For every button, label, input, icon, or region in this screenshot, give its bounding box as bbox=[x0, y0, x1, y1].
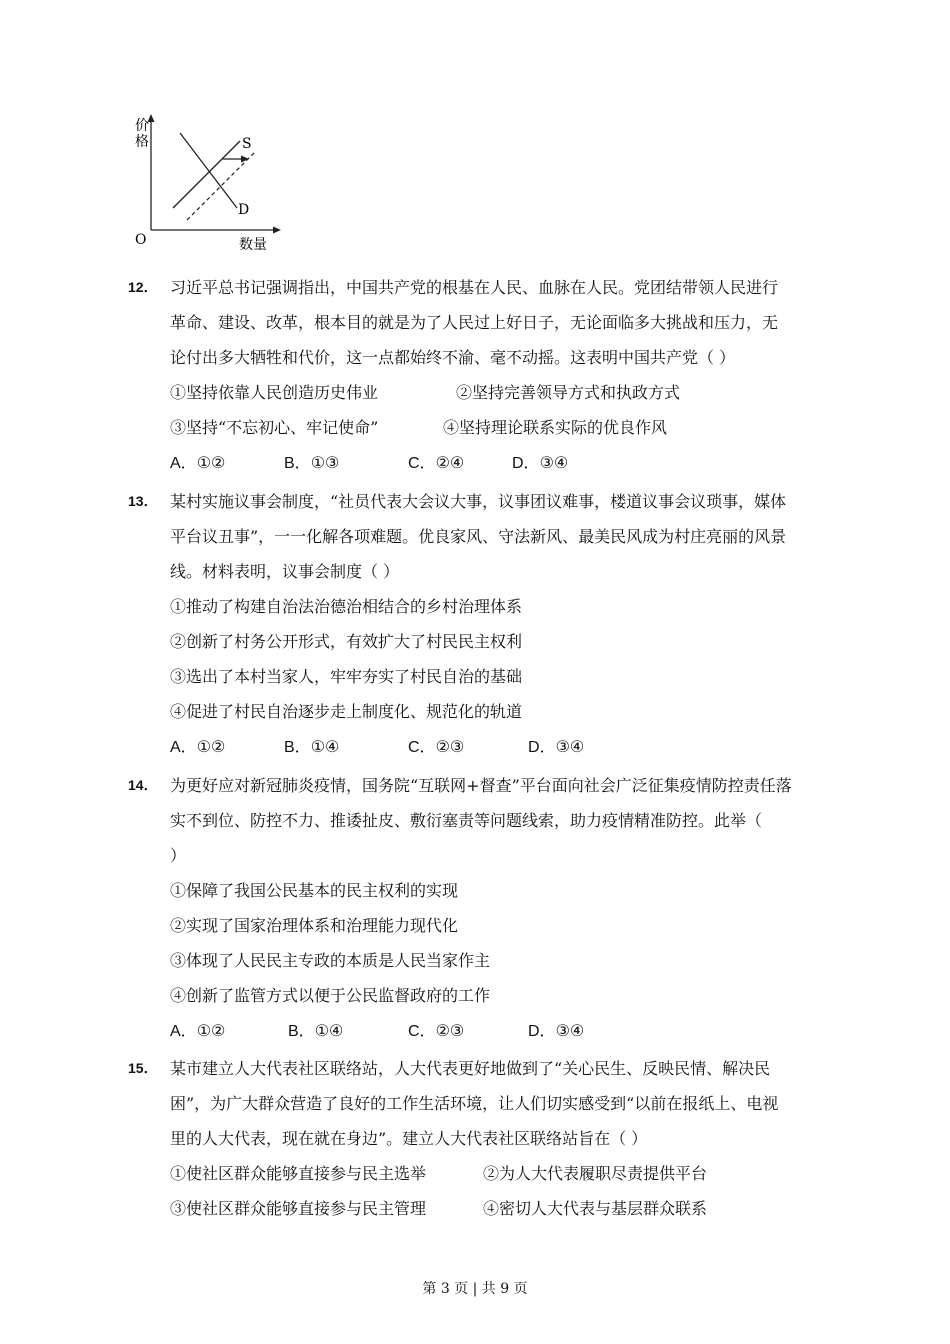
choice-c[interactable]: C．②③ bbox=[408, 1021, 465, 1040]
stem-line: 革命、建设、改革，根本目的就是为了人民过上好日子，无论面临多大挑战和压力，无 bbox=[170, 313, 779, 332]
shift-arrow-head bbox=[241, 156, 249, 163]
question-number: 14． bbox=[128, 777, 158, 793]
choice-b[interactable]: B．①④ bbox=[284, 737, 340, 756]
option-3: ③体现了人民民主专政的本质是人民当家作主 bbox=[170, 951, 491, 970]
stem-line: 困”，为广大群众营造了良好的工作生活环境，让人们切实感受到“以前在报纸上、电视 bbox=[170, 1094, 779, 1113]
supply-label: S bbox=[242, 136, 252, 152]
question-14 bbox=[128, 768, 830, 1048]
y-label-1: 价 bbox=[135, 118, 149, 134]
choice-c[interactable]: C．②④ bbox=[408, 453, 465, 472]
option-1: ①保障了我国公民基本的民主权利的实现 bbox=[170, 881, 459, 900]
option-4: ④密切人大代表与基层群众联系 bbox=[483, 1199, 708, 1218]
stem-line: 为更好应对新冠肺炎疫情，国务院“互联网+督查”平台面向社会广泛征集疫情防控责任落 bbox=[170, 776, 792, 795]
option-1: ①推动了构建自治法治德治相结合的乡村治理体系 bbox=[170, 597, 523, 616]
option-2: ②实现了国家治理体系和治理能力现代化 bbox=[170, 916, 459, 935]
choice-a[interactable]: A．①② bbox=[170, 1021, 226, 1040]
demand-curve bbox=[180, 133, 237, 208]
stem-line: ） bbox=[170, 846, 187, 865]
stem-line: 线。材料表明，议事会制度（ ） bbox=[170, 562, 400, 581]
stem-line: 某村实施议事会制度，“社员代表大会议大事，议事团议难事，楼道议事会议琐事，媒体 bbox=[170, 492, 787, 511]
option-3: ③使社区群众能够直接参与民主管理 bbox=[170, 1199, 427, 1218]
x-axis-label: 数量 bbox=[239, 237, 267, 253]
stem-line: 习近平总书记强调指出，中国共产党的根基在人民、血脉在人民。党团结带领人民进行 bbox=[170, 278, 779, 297]
y-label-2: 格 bbox=[135, 134, 149, 150]
option-4: ④创新了监管方式以便于公民监督政府的工作 bbox=[170, 986, 491, 1005]
choice-a[interactable]: A．①② bbox=[170, 737, 226, 756]
stem-line: 实不到位、防控不力、推诿扯皮、敷衍塞责等问题线索，助力疫情精准防控。此举（ bbox=[170, 811, 763, 830]
option-3: ③选出了本村当家人，牢牢夯实了村民自治的基础 bbox=[170, 667, 523, 686]
choice-d[interactable]: D．③④ bbox=[528, 1021, 585, 1040]
question-number: 12． bbox=[128, 279, 158, 295]
choice-d[interactable]: D．③④ bbox=[528, 737, 585, 756]
graph-svg bbox=[125, 108, 285, 258]
x-axis-arrow bbox=[273, 227, 281, 234]
question-number: 13． bbox=[128, 493, 158, 509]
question-number: 15． bbox=[128, 1060, 158, 1076]
choice-c[interactable]: C．②③ bbox=[408, 737, 465, 756]
question-12 bbox=[128, 270, 830, 480]
option-2: ②为人大代表履职尽责提供平台 bbox=[483, 1164, 708, 1183]
origin-label: O bbox=[135, 232, 147, 248]
choice-b[interactable]: B．①④ bbox=[288, 1021, 344, 1040]
question-13 bbox=[128, 484, 830, 764]
stem-line: 平台议丑事”，一一化解各项难题。优良家风、守法新风、最美民风成为村庄亮丽的风景 bbox=[170, 527, 787, 546]
choice-d[interactable]: D．③④ bbox=[512, 453, 569, 472]
choice-b[interactable]: B．①③ bbox=[284, 453, 340, 472]
stem-line: 论付出多大牺牲和代价，这一点都始终不渝、毫不动摇。这表明中国共产党（ ） bbox=[170, 348, 736, 367]
question-15 bbox=[128, 1051, 830, 1226]
stem-line: 某市建立人大代表社区联络站，人大代表更好地做到了“关心民生、反映民情、解决民 bbox=[170, 1059, 771, 1078]
page-footer: 第 3 页 | 共 9 页 bbox=[422, 1281, 528, 1297]
option-1: ①坚持依靠人民创造历史伟业 bbox=[170, 383, 379, 402]
option-2: ②创新了村务公开形式，有效扩大了村民民主权利 bbox=[170, 632, 523, 651]
demand-label: D bbox=[238, 202, 250, 218]
choice-a[interactable]: A．①② bbox=[170, 453, 226, 472]
supply-demand-graph bbox=[125, 108, 285, 258]
stem-line: 里的人大代表，现在就在身边”。建立人大代表社区联络站旨在（ ） bbox=[170, 1129, 648, 1148]
option-3: ③坚持“不忘初心、牢记使命” bbox=[170, 418, 379, 437]
option-4: ④坚持理论联系实际的优良作风 bbox=[443, 418, 668, 437]
option-1: ①使社区群众能够直接参与民主选举 bbox=[170, 1164, 427, 1183]
option-4: ④促进了村民自治逐步走上制度化、规范化的轨道 bbox=[170, 702, 523, 721]
option-2: ②坚持完善领导方式和执政方式 bbox=[456, 383, 681, 402]
